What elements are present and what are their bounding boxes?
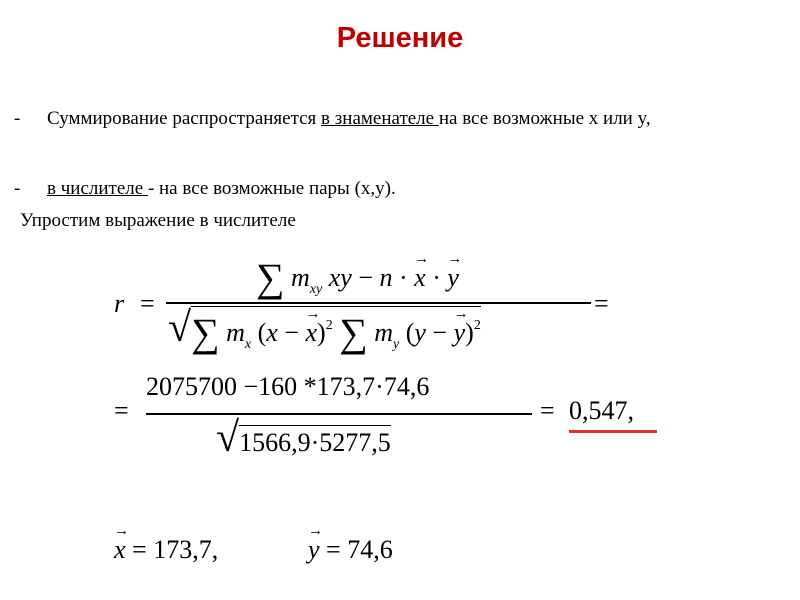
y-mean-value: 74,6 — [347, 535, 393, 564]
m-symbol: m — [374, 318, 393, 347]
paren: ) — [465, 318, 474, 347]
xy-symbol: xy — [328, 263, 352, 292]
sum-symbol: ∑ — [256, 255, 285, 300]
bullet-dash: - — [14, 178, 21, 199]
x-symbol: x — [266, 318, 278, 347]
bullet-numerator — [14, 176, 774, 202]
sum-symbol: ∑ — [339, 310, 368, 355]
y-mean-symbol: → y — [447, 263, 459, 293]
y-mean-symbol: → y — [454, 318, 466, 348]
mean-x-line — [114, 535, 218, 565]
bullet-underlined: в числителе — [47, 178, 148, 199]
numeric-result: 0,547, — [569, 396, 634, 425]
subscript-x: x — [244, 337, 252, 352]
bullet-dash: - — [14, 108, 21, 129]
radicand — [191, 306, 481, 356]
bullet-text-post: - на все возможные пары (x,y). — [147, 178, 396, 199]
equals: = — [326, 535, 341, 564]
formula-denominator — [168, 304, 481, 356]
square-exponent: 2 — [473, 318, 481, 333]
result-underline — [569, 430, 657, 433]
minus-sign: − — [432, 318, 448, 347]
numeric-eq-result: = — [540, 396, 555, 425]
sum-symbol: ∑ — [191, 310, 220, 355]
numeric-radicand: 1566,9·5277,5 — [239, 425, 391, 458]
y-mean-symbol: → y — [308, 535, 320, 565]
minus-sign: − — [358, 263, 373, 292]
simplify-text: Упростим выражение в числителе — [20, 210, 296, 231]
paren: ( — [257, 318, 267, 347]
bullet-text-pre: Суммирование распространяется — [47, 108, 322, 129]
numeric-denominator — [216, 414, 391, 462]
mean-y-line — [308, 535, 393, 565]
dot-sign: · — [432, 263, 441, 292]
paren: ) — [317, 318, 326, 347]
formula-numerator — [256, 254, 459, 301]
n-symbol: n — [379, 263, 393, 292]
subscript-xy: xy — [309, 282, 323, 297]
m-symbol: m — [291, 263, 310, 292]
paren: ( — [405, 318, 415, 347]
bullet-text — [47, 176, 774, 202]
bullet-text — [47, 106, 774, 132]
y-symbol: y — [414, 318, 426, 347]
formula-eq: = — [140, 289, 155, 318]
x-mean-symbol: → x — [305, 318, 317, 348]
minus-sign: − — [284, 318, 299, 347]
x-mean-symbol: → x — [414, 263, 426, 293]
equals: = — [132, 535, 147, 564]
numeric-eq: = — [114, 396, 129, 425]
bullet-underlined: в знаменателе — [321, 108, 439, 129]
sqrt-symbol: √ — [216, 415, 240, 461]
x-mean-value: 173,7, — [153, 535, 219, 564]
x-mean-symbol: → x — [114, 535, 126, 565]
formula-eq-trailing: = — [594, 289, 609, 318]
bullet-denominator — [14, 106, 774, 132]
bullet-text-post: на все возможные x или y, — [438, 108, 651, 129]
m-symbol: m — [226, 318, 245, 347]
page-title: Решение — [336, 22, 464, 54]
sqrt-symbol: √ — [168, 305, 192, 351]
square-exponent: 2 — [325, 318, 333, 333]
dot-sign: · — [399, 263, 408, 292]
numeric-numerator: 2075700 −160 *173,7·74,6 — [146, 372, 430, 401]
subscript-y: y — [392, 337, 400, 352]
formula-r: r — [114, 289, 125, 318]
